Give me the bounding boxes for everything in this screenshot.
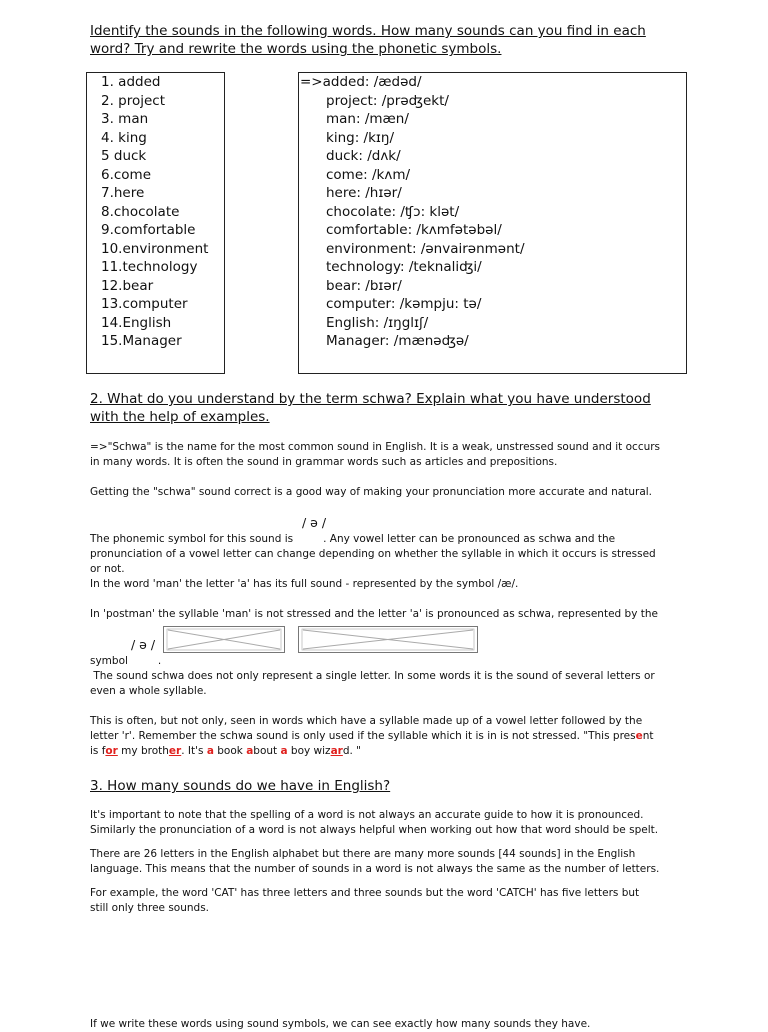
- phonetic-item: comfortable: /kʌmfətəbəl/: [326, 222, 502, 238]
- word-list-item: 13.computer: [101, 296, 188, 312]
- word-list-item: 6.come: [101, 166, 152, 183]
- q3-heading: 3. How many sounds do we have in English?: [90, 778, 391, 794]
- word-list-item: 12.bear: [101, 277, 154, 294]
- image-placeholder-1: [163, 626, 285, 653]
- schwa-symbol: / ə /: [302, 515, 327, 530]
- phonetic-item: project: /prəʤekt/: [326, 92, 449, 109]
- phonetic-item: man: /mæn/: [326, 111, 409, 127]
- schwa-r-paragraph: [90, 714, 680, 759]
- symbol-word: symbol: [90, 655, 128, 667]
- phonetic-item: Manager: /mænəʤə/: [326, 333, 469, 349]
- ex-t7: d. ": [342, 745, 362, 757]
- ex-t2: my broth: [117, 745, 169, 757]
- ex-t3: . It's: [181, 745, 207, 757]
- schwa-r-line2-end: nt: [642, 730, 654, 742]
- schwa-phonemic-line4: In the word 'man' the letter 'a' has its full sound - represented by the symbol /æ/.: [90, 578, 519, 590]
- schwa-example-sentence: [90, 744, 680, 759]
- cut-off-line: If we write these words using sound symbols, we can see exactly how many sounds they have.: [90, 1018, 591, 1030]
- schwa-phonemic-line1-left: The phonemic symbol for this sound is: [90, 533, 294, 545]
- q1-heading-line2: word? Try and rewrite the words using the phonetic symbols.: [90, 41, 502, 57]
- schwa-letters-line2: even a whole syllable.: [90, 685, 207, 697]
- word-list-item: 15.Manager: [101, 333, 182, 349]
- schwa-highlight-a1: a: [206, 745, 214, 757]
- word-list: [101, 73, 208, 351]
- schwa-phonemic-line2: pronunciation of a vowel letter can change depending on whether the syllable in which it occurs is stressed: [90, 548, 656, 560]
- q1-heading-line1: Identify the sounds in the following words. How many sounds can you find in each: [90, 23, 646, 39]
- schwa-intro-line2: in many words. It is often the sound in grammar words such as articles and prepositions.: [90, 456, 558, 468]
- cat-example-line1: For example, the word 'CAT' has three letters and three sounds but the word 'CATCH' has five letters but: [90, 887, 640, 899]
- schwa-phonemic-line1-right: . Any vowel letter can be pronounced as schwa and the: [323, 533, 616, 545]
- schwa-symbol-2: / ə /: [131, 637, 156, 652]
- word-list-item: 10.environment: [101, 240, 209, 257]
- schwa-phonemic-line3: or not.: [90, 563, 125, 575]
- ex-t4: book: [213, 745, 247, 757]
- image-placeholder-2: [298, 626, 478, 653]
- schwa-accuracy: Getting the "schwa" sound correct is a good way of making your pronunciation more accurate and natural.: [90, 486, 653, 498]
- ex-t5: bout: [253, 745, 281, 757]
- q1-heading: [90, 22, 646, 58]
- q2-heading: [90, 390, 651, 426]
- spelling-paragraph: [90, 808, 680, 838]
- schwa-highlight-e: e: [635, 730, 643, 742]
- word-list-item: 5 duck: [101, 148, 147, 164]
- symbol-line: [90, 654, 680, 669]
- word-list-item: 14.English: [101, 314, 172, 331]
- schwa-r-line2-text: letter 'r'. Remember the schwa sound is only used if the syllable which it is in is not stressed. "This pres: [90, 730, 636, 742]
- symbol-period: .: [157, 655, 162, 667]
- word-list-item: 7.here: [101, 185, 145, 201]
- spelling-line2: Similarly the pronunciation of a word is not always helpful when working out how that word should be spelt.: [90, 824, 659, 836]
- cat-example-paragraph: [90, 886, 680, 916]
- phonetic-item: bear: /bɪər/: [326, 277, 402, 294]
- schwa-highlight-ar: ar: [330, 745, 343, 757]
- q2-heading-line1: 2. What do you understand by the term schwa? Explain what you have understood: [90, 391, 651, 407]
- word-list-item: 3. man: [101, 111, 149, 127]
- phonetic-item: English: /ɪŋglɪʃ/: [326, 314, 429, 331]
- phonetic-item: computer: /kəmpju: tə/: [326, 296, 482, 312]
- schwa-phonemic-line1: [90, 532, 680, 547]
- schwa-highlight-a3: a: [280, 745, 288, 757]
- letters-sounds-line1: There are 26 letters in the English alphabet but there are many more sounds [44 sounds] in the English: [90, 848, 636, 860]
- word-list-item: 11.technology: [101, 259, 198, 275]
- schwa-letters-line1: The sound schwa does not only represent a single letter. In some words it is the sound of several letters or: [90, 670, 655, 682]
- phonetic-item: king: /kɪŋ/: [326, 129, 395, 146]
- phonetic-box: [298, 72, 687, 374]
- word-list-box: [86, 72, 225, 374]
- schwa-intro-line1: =>"Schwa" is the name for the most common sound in English. It is a weak, unstressed sound and it occurs: [90, 441, 661, 453]
- phonetic-item: technology: /teknaliʤi/: [326, 259, 482, 275]
- word-list-item: 1. added: [101, 74, 161, 90]
- spelling-line1: It's important to note that the spelling of a word is not always an accurate guide to how it is pronounced.: [90, 809, 644, 821]
- phonetic-item: duck: /dʌk/: [326, 148, 401, 164]
- schwa-highlight-er: er: [168, 745, 182, 757]
- ex-t1: is f: [90, 745, 106, 757]
- phonetic-item: =>added: /ædəd/: [300, 74, 422, 90]
- phonetic-item: here: /hɪər/: [326, 185, 402, 201]
- cat-example-line2: still only three sounds.: [90, 902, 210, 914]
- phonetic-list: [300, 73, 525, 351]
- schwa-r-line1: This is often, but not only, seen in words which have a syllable made up of a vowel letter followed by the: [90, 715, 643, 727]
- postman-paragraph: In 'postman' the syllable 'man' is not stressed and the letter 'a' is pronounced as schwa, represented by the: [90, 608, 658, 620]
- phonetic-item: chocolate: /ʧɔ: klət/: [326, 203, 460, 220]
- word-list-item: 8.chocolate: [101, 203, 180, 220]
- ex-t6: boy wiz: [287, 745, 331, 757]
- image-placeholder-cross-1: [164, 627, 284, 652]
- phonetic-item: come: /kʌm/: [326, 166, 411, 183]
- letters-sounds-paragraph: [90, 847, 680, 877]
- schwa-highlight-a2: a: [246, 745, 254, 757]
- word-list-item: 4. king: [101, 129, 147, 146]
- phonetic-item: environment: /ənvairənmənt/: [326, 240, 525, 257]
- image-placeholder-cross-2: [299, 627, 477, 652]
- schwa-intro: [90, 440, 680, 470]
- schwa-phonemic-paragraph: [90, 532, 680, 592]
- schwa-highlight-or: or: [105, 745, 118, 757]
- q2-heading-line2: with the help of examples.: [90, 409, 270, 425]
- word-list-item: 2. project: [101, 92, 166, 109]
- schwa-letters-paragraph: [90, 669, 680, 699]
- schwa-r-line2: [90, 729, 680, 744]
- letters-sounds-line2: language. This means that the number of sounds in a word is not always the same as the number of letters.: [90, 863, 660, 875]
- word-list-item: 9.comfortable: [101, 222, 196, 238]
